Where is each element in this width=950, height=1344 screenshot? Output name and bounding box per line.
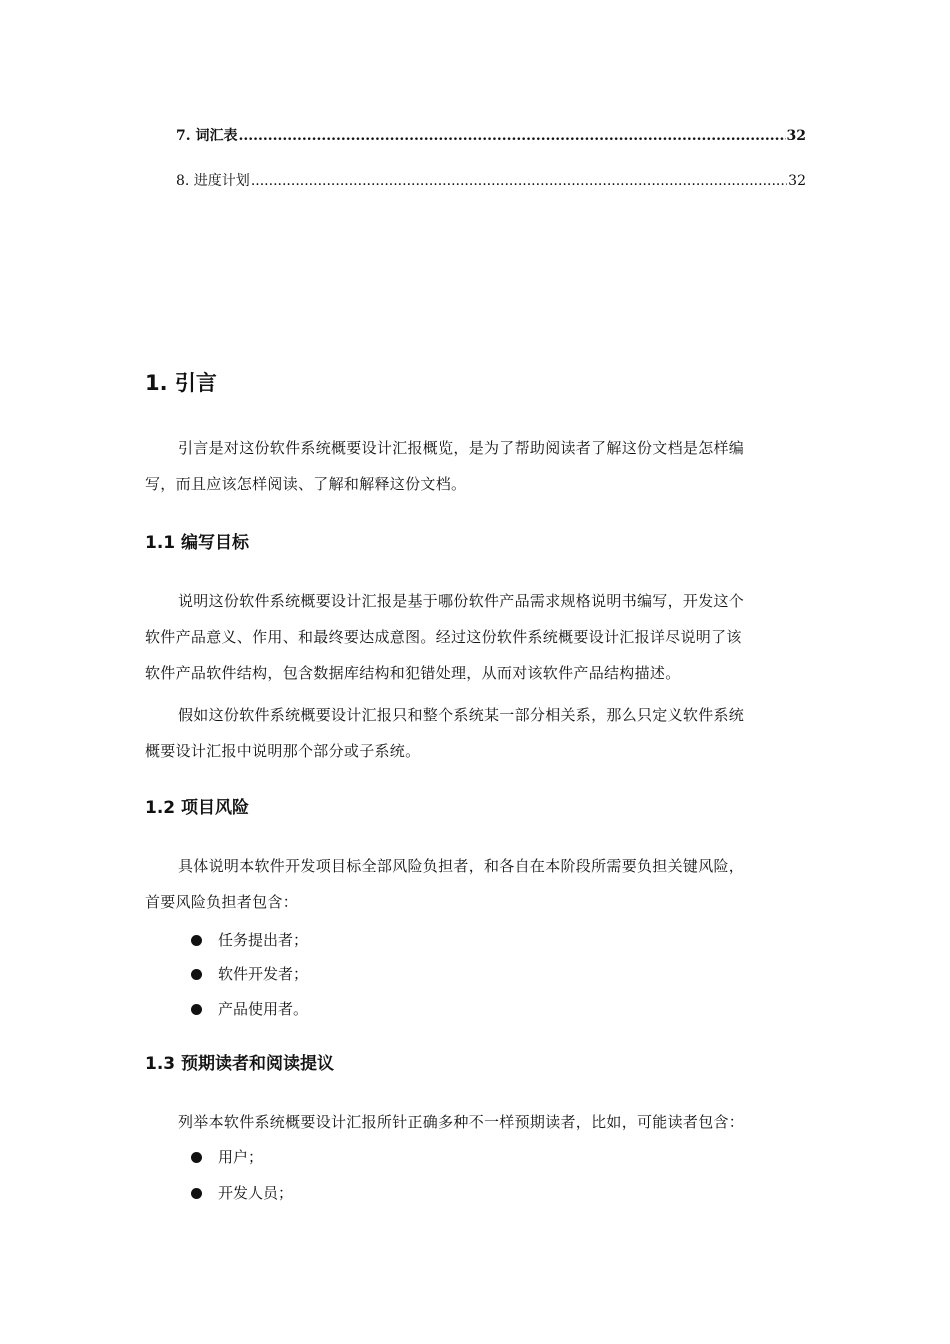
- list-item: 任务提出者；: [191, 928, 308, 952]
- bullet-icon: [191, 1152, 202, 1163]
- toc-label: 8. 进度计划: [176, 173, 250, 189]
- purpose-paragraph-1: [145, 583, 807, 691]
- toc-leader-dots: [239, 127, 786, 145]
- section-heading-introduction: 1. 引言: [145, 371, 217, 395]
- bullet-icon: [191, 1188, 202, 1199]
- paragraph-line: 说明这份软件系统概要设计汇报是基于哪份软件产品需求规格说明书编写，开发这个: [178, 592, 745, 610]
- list-item: 用户；: [191, 1145, 263, 1169]
- bullet-icon: [191, 935, 202, 946]
- section-heading-purpose: 1.1 编写目标: [145, 533, 250, 553]
- toc-leader-dots: [251, 172, 787, 190]
- paragraph-line: 列举本软件系统概要设计汇报所针正确多种不一样预期读者，比如，可能读者包含：: [178, 1113, 745, 1131]
- toc-entry-schedule[interactable]: [176, 172, 806, 190]
- section-heading-project-risk: 1.2 项目风险: [145, 798, 250, 818]
- paragraph-line: 引言是对这份软件系统概要设计汇报概览，是为了帮助阅读者了解这份文档是怎样编: [178, 439, 745, 457]
- paragraph-line: 假如这份软件系统概要设计汇报只和整个系统某一部分相关系，那么只定义软件系统: [178, 706, 745, 724]
- paragraph-line: 首要风险负担者包含：: [145, 893, 299, 911]
- risk-paragraph: [145, 848, 807, 920]
- purpose-paragraph-2: [145, 697, 807, 769]
- intro-paragraph: [145, 430, 807, 502]
- toc-page-number: 32: [786, 128, 806, 144]
- paragraph-line: 概要设计汇报中说明那个部分或子系统。: [145, 742, 421, 760]
- bullet-icon: [191, 969, 202, 980]
- paragraph-line: 软件产品软件结构，包含数据库结构和犯错处理，从而对该软件产品结构描述。: [145, 664, 681, 682]
- list-item: 产品使用者。: [191, 997, 308, 1021]
- toc-entry-glossary[interactable]: [176, 127, 806, 145]
- paragraph-line: 软件产品意义、作用、和最终要达成意图。经过这份软件系统概要设计汇报详尽说明了该: [145, 628, 742, 646]
- list-item: 开发人员；: [191, 1181, 293, 1205]
- toc-label: 7. 词汇表: [176, 128, 238, 144]
- section-heading-readers: 1.3 预期读者和阅读提议: [145, 1054, 335, 1074]
- paragraph-line: 写，而且应该怎样阅读、了解和解释这份文档。: [145, 475, 467, 493]
- toc-page-number: 32: [788, 173, 806, 189]
- paragraph-line: 具体说明本软件开发项目标全部风险负担者，和各自在本阶段所需要负担关键风险，: [178, 857, 745, 875]
- readers-paragraph: [145, 1104, 807, 1140]
- bullet-icon: [191, 1004, 202, 1015]
- list-item: 软件开发者；: [191, 962, 308, 986]
